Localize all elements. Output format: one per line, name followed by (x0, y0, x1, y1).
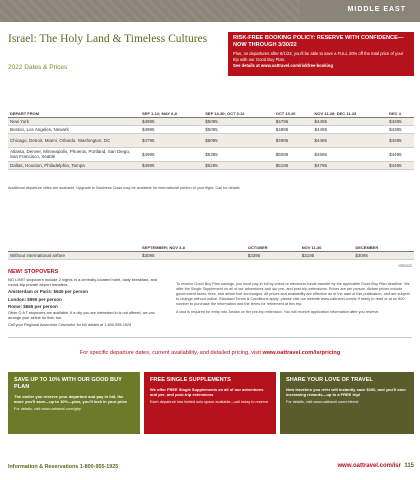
table-cell: Chicago, Detroit, Miami, Orlando, Washington, DC (8, 133, 140, 147)
table-cell: $4995 (140, 147, 203, 161)
card-link[interactable]: For details, visit www.oattravel.com/gbp (14, 407, 81, 412)
table-cell: $4995 (274, 133, 313, 147)
price-table-land-only (8, 238, 414, 260)
table-cell: $4795 (312, 161, 387, 169)
card-body: We offer FREE Single Supplements on all of our adventures and pre- and post-trip extensions (150, 387, 264, 398)
terms-description (176, 282, 412, 318)
page-subtitle: 2022 Dates & Prices (8, 64, 68, 71)
table-cell: $4995 (140, 117, 203, 125)
table-row (8, 161, 414, 169)
specific-link[interactable]: www.oattravel.com/isrpricing (262, 350, 341, 356)
top-banner (0, 0, 420, 22)
visa-paragraph: A visa is required for entry into Jordan on the pre-trip extension. You will receive application information after you reserve. (176, 310, 380, 314)
stopover-price-rome: Rome: $665 per person (8, 303, 58, 309)
table-cell: $5095 (203, 117, 273, 125)
table-cell: $4395 (387, 125, 414, 133)
col-header: NOV 11-28; DEC 11-23 (312, 102, 387, 117)
footer-phone: Information & Reservations 1-800-955-1925 (8, 464, 119, 470)
promo-body: Plus, on departures after 6/1/22, you'll be able to save a FULL 20% off the total price of your trip with our Good Buy Plan. (233, 51, 404, 62)
card-body: New travelers you refer will instantly save $100, and you'll earn increasing rewards—up to a FREE trip! (286, 387, 406, 398)
col-header: NOV 11-30 (300, 238, 354, 251)
stopovers-badge: NEW! STOPOVERS (8, 269, 59, 275)
table-header-row (8, 238, 414, 251)
specific-departures-line (8, 350, 412, 356)
table-cell: $4295 (387, 117, 414, 125)
table-cell: $4995 (140, 125, 203, 133)
table-cell: Without international airfare (8, 251, 140, 259)
table-header-row (8, 102, 414, 117)
referral-card (280, 372, 414, 434)
table-cell: $5095 (274, 147, 313, 161)
table-cell: $3095 (353, 251, 414, 259)
col-header: OCT 13-26 (274, 102, 313, 117)
table-cell: $5095 (203, 125, 273, 133)
stopovers-call: Call your Regional Adventure Counselor for full details at 1-800-955-1925 (8, 323, 132, 328)
divider (8, 337, 412, 338)
terms-paragraph: To receive Good Buy Plan savings, you must pay in full by check or electronic funds transfer by the applicable Good Buy Plan deadline. We offer the Single Supplement on all of our adventures and our pre- and post-trip extensions. Prices are per person. Airfare prices include government taxes, fees, and airline fuel surcharges. All prices and availability are effective as of the date of this publication, and are subject to change without notice. Standard Terms & Conditions apply; please visit our website www.oattravel.com/tc if ready to read or at an 800 number to purchase the information and the terms for retirement at this trip. (176, 282, 410, 306)
trip-code: ISR2022 (398, 264, 412, 268)
table-cell: $5395 (203, 147, 273, 161)
banner-pattern (0, 0, 300, 22)
page-number: 115 (404, 463, 414, 469)
single-supplement-card (144, 372, 276, 434)
departure-cities-note: Additional departure cities are available. Upgrade to Business Class may be available for international portion of your flight. Call for details. (8, 186, 241, 190)
page-footer (8, 462, 414, 474)
col-header: SEPTEMBER; NOV 3-8 (140, 238, 246, 251)
table-cell: $4495 (312, 133, 387, 147)
promo-heading: RISK-FREE BOOKING POLICY: RESERVE WITH CONFIDENCE—NOW THROUGH 3/30/22 (233, 35, 404, 48)
price-table-airfare (8, 102, 414, 170)
page-title: Israel: The Holy Land & Timeless Cultures (8, 33, 208, 45)
region-label: MIDDLE EAST (347, 6, 406, 13)
table-cell: $4795 (274, 117, 313, 125)
table-cell: $3195 (300, 251, 354, 259)
good-buy-card (8, 372, 140, 434)
card-link[interactable]: For details, visit www.oattravel.com/referral (286, 400, 359, 405)
table-cell: $4895 (274, 125, 313, 133)
col-header: SEP 14-30; OCT 3-12 (203, 102, 273, 117)
footer-right (338, 463, 415, 469)
specific-text: For specific departure dates, current availability, and detailed pricing, visit (79, 350, 263, 356)
col-header: DEPART FROM (8, 102, 140, 117)
col-header: OCTOBER (246, 238, 300, 251)
card-note: Each departure has limited solo space available—call today to reserve (150, 400, 269, 405)
table-cell: $5195 (274, 161, 313, 169)
table-cell: $4495 (312, 117, 387, 125)
table-cell: $4795 (140, 133, 203, 147)
table-cell: $4495 (312, 125, 387, 133)
table-cell: Atlanta, Denver, Minneapolis, Phoenix, Portland, San Diego, San Francisco, Seattle (8, 147, 140, 161)
col-header: DECEMBER (353, 238, 414, 251)
table-cell: Boston, Los Angeles, Newark (8, 125, 140, 133)
col-header: SEP 1-12; MAY 6-8 (140, 102, 203, 117)
table-row (8, 133, 414, 147)
promo-cta[interactable]: See details at www.oattravel.com/riskfree-booking (233, 63, 333, 68)
stopovers-other: Other O A T stopovers are available. If a city you are interested in is not offered, we can arrange your airline for that, too. (8, 311, 155, 321)
card-heading: SAVE UP TO 10% WITH OUR GOOD BUY PLAN (14, 377, 122, 390)
card-heading: FREE SINGLE SUPPLEMENTS (150, 377, 231, 383)
table-cell: $4495 (387, 147, 414, 161)
table-cell: $4295 (387, 133, 414, 147)
stopover-price-london: London: $995 per person (8, 296, 62, 302)
col-header: DEC 4 (387, 102, 414, 117)
table-cell: $5295 (203, 161, 273, 169)
card-body: The earlier you reserve your departure and pay in full, the more you'll save—up to 10%—plus, you'll lock in your price (14, 394, 128, 405)
table-cell: Dallas, Houston, Philadelphia, Tampa (8, 161, 140, 169)
stopovers-intro: NO LIMIT stopovers include 2 nights in a centrally-located hotel, daily breakfast, and round-trip private airport transfers. (8, 277, 158, 288)
col-header (8, 238, 140, 251)
table-cell: $3095 (140, 251, 246, 259)
risk-free-promo (228, 32, 414, 76)
table-cell: $4995 (140, 161, 203, 169)
table-cell: $4695 (312, 147, 387, 161)
table-row (8, 147, 414, 161)
card-heading: SHARE YOUR LOVE OF TRAVEL (286, 377, 373, 383)
table-cell: $4495 (387, 161, 414, 169)
table-cell: New York (8, 117, 140, 125)
table-row (8, 251, 414, 259)
table-cell: $5095 (203, 133, 273, 147)
table-row (8, 117, 414, 125)
stopovers-box (8, 265, 158, 337)
footer-url[interactable]: www.oattravel.com/isr (337, 463, 401, 469)
table-cell: $3395 (246, 251, 300, 259)
table-row (8, 125, 414, 133)
stopover-price-amsterdam-paris: Amsterdam or Paris: $645 per person (8, 289, 89, 295)
